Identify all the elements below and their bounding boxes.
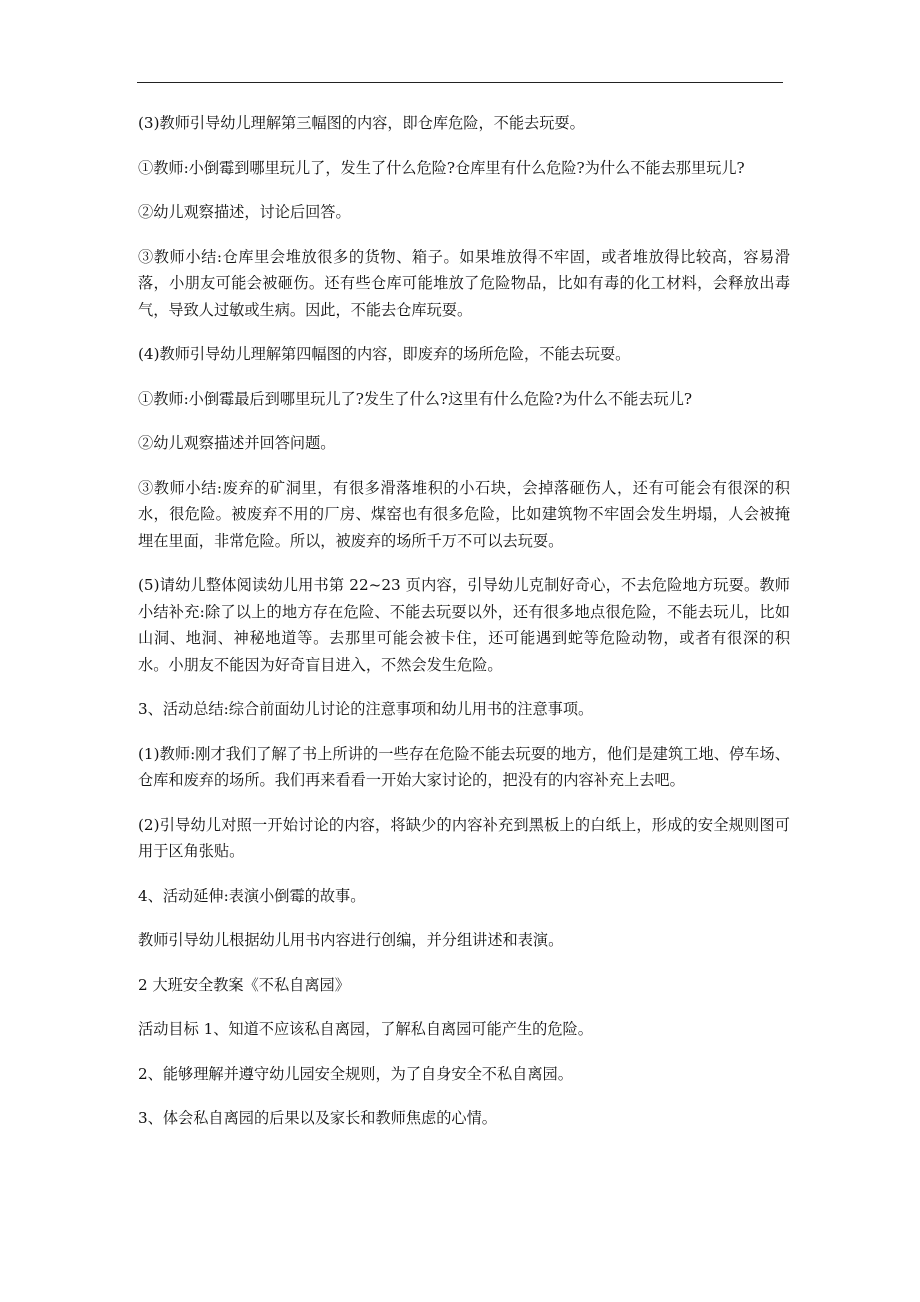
- paragraph: ②幼儿观察描述并回答问题。: [138, 434, 336, 452]
- paragraph: (1)教师:刚才我们了解了书上所讲的一些存在危险不能去玩耍的地方，他们是建筑工地、停车场、仓库和废弃的场所。我们再来看看一开始大家讨论的，把没有的内容补充上去吧。: [138, 744, 790, 789]
- paragraph: 2、能够理解并遵守幼儿园安全规则，为了自身安全不私自离园。: [138, 1064, 573, 1083]
- paragraph: 3、活动总结:综合前面幼儿讨论的注意事项和幼儿用书的注意事项。: [138, 700, 594, 718]
- paragraph: 3、体会私自离园的后果以及家长和教师焦虑的心情。: [138, 1109, 497, 1127]
- paragraph: 4、活动延伸:表演小倒霉的故事。: [138, 886, 366, 905]
- paragraph: ③教师小结:废弃的矿洞里，有很多滑落堆积的小石块，会掉落砸伤人，还有可能会有很深的积水，很危险。被废弃不用的厂房、煤窑也有很多危险，比如建筑物不牢固会发生坍塌，人会被掩埋在里面，非常危险。所以，被废弃的场所千万不可以去玩耍。: [138, 478, 790, 550]
- section-heading: 2 大班安全教案《不私自离园》: [138, 975, 350, 994]
- paragraph: 活动目标 1、知道不应该私自离园，了解私自离园可能产生的危险。: [138, 1020, 593, 1038]
- paragraph: ①教师:小倒霉到哪里玩儿了，发生了什么危险?仓库里有什么危险?为什么不能去那里玩儿?: [138, 158, 745, 177]
- paragraph: ③教师小结:仓库里会堆放很多的货物、箱子。如果堆放得不牢固，或者堆放得比较高，容易滑落，小朋友可能会被砸伤。还有些仓库可能堆放了危险物品，比如有毒的化工材料，会释放出毒气，导致人过敏或生病。因此，不能去仓库玩耍。: [138, 247, 790, 319]
- paragraph: (3)教师引导幼儿理解第三幅图的内容，即仓库危险，不能去玩耍。: [138, 114, 585, 132]
- paragraph: ②幼儿观察描述，讨论后回答。: [138, 203, 351, 221]
- header-rule: [137, 82, 783, 83]
- document-body: [138, 110, 790, 1150]
- paragraph: 教师引导幼儿根据幼儿用书内容进行创编，并分组讲述和表演。: [138, 931, 564, 949]
- paragraph: (4)教师引导幼儿理解第四幅图的内容，即废弃的场所危险，不能去玩耍。: [138, 345, 631, 363]
- paragraph: (2)引导幼儿对照一开始讨论的内容，将缺少的内容补充到黑板上的白纸上，形成的安全规则图可用于区角张贴。: [138, 815, 790, 860]
- paragraph: (5)请幼儿整体阅读幼儿用书第 22~23 页内容，引导幼儿克制好奇心，不去危险地方玩耍。教师小结补充:除了以上的地方存在危险、不能去玩耍以外，还有很多地点很危险，不能去玩儿，比如山洞、地洞、神秘地道等。去那里可能会被卡住，还可能遇到蛇等危险动物，或者有很深的积水。小朋友不能因为好奇盲目进入，不然会发生危险。: [138, 576, 790, 674]
- paragraph: ①教师:小倒霉最后到哪里玩儿了?发生了什么?这里有什么危险?为什么不能去玩儿?: [138, 389, 693, 408]
